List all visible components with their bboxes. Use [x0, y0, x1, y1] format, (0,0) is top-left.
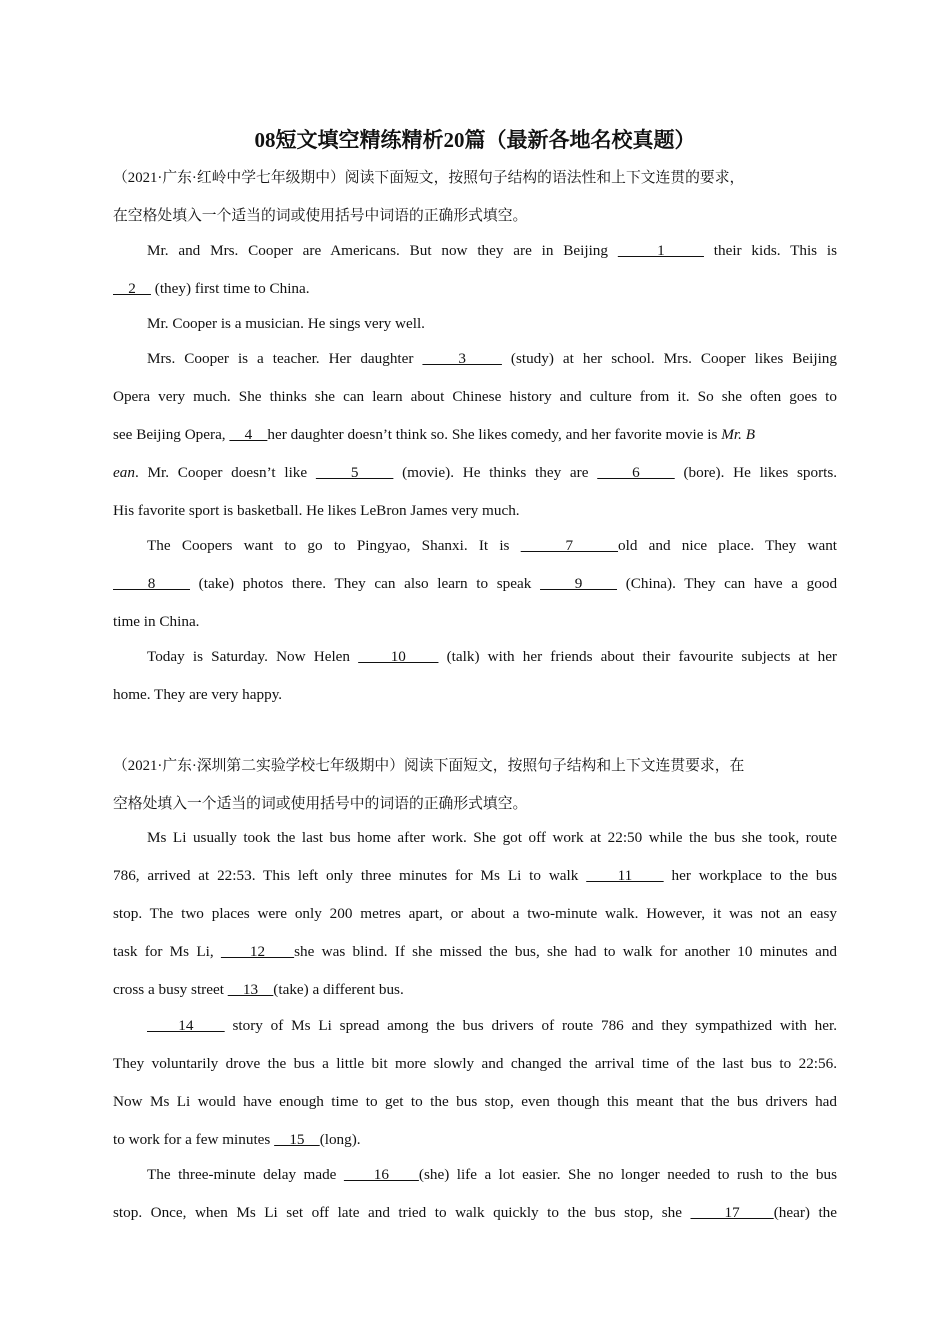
passage1-line4: Mrs. Cooper is a teacher. Her daughter 3 (study) at her school. Mrs. Cooper likes Beijing: [147, 350, 837, 367]
passage1-line1: Mr. and Mrs. Cooper are Americans. But now they are in Beijing 1 their kids. This is: [147, 242, 838, 259]
passage1-line10: 8 (take) photos there. They can also learn to speak 9 (China). They can have a good: [113, 575, 838, 592]
blank-4[interactable]: 4: [229, 426, 268, 443]
blank-13[interactable]: 13: [227, 981, 274, 998]
page-title: 08短文填空精练精析20篇（最新各地名校真题）: [254, 128, 696, 152]
passage2-line4: task for Ms Li, 12 she was blind. If she missed the bus, she had to walk for another 10 minutes and: [113, 943, 838, 960]
blank-10[interactable]: 10: [358, 648, 439, 665]
passage2-line2: 786, arrived at 22:53. This left only three minutes for Ms Li to walk 11 her workplace to the bus: [113, 867, 838, 884]
blank-12[interactable]: 12: [220, 943, 295, 960]
passage2-line11: stop. Once, when Ms Li set off late and tried to walk quickly to the bus stop, she 17 (hear) the: [113, 1204, 838, 1221]
passage1-line9: The Coopers want to go to Pingyao, Shanxi. It is 7 old and nice place. They want: [147, 537, 838, 554]
blank-3[interactable]: 3: [422, 350, 502, 367]
passage2-line6: 14 story of Ms Li spread among the bus drivers of route 786 and they sympathized with her.: [147, 1017, 838, 1034]
passage2-line10: The three-minute delay made 16 (she) life a lot easier. She no longer needed to rush to the bus: [147, 1166, 838, 1183]
blank-6[interactable]: 6: [597, 464, 675, 481]
passage2-line1: Ms Li usually took the last bus home after work. She got off work at 22:50 while the bus she took, route: [147, 829, 837, 846]
passage1-line2: 2 (they) first time to China.: [113, 280, 310, 297]
blank-14[interactable]: 14: [147, 1017, 225, 1034]
blank-1[interactable]: 1: [617, 242, 704, 259]
passage1-line6: see Beijing Opera, 4 her daughter doesn’t think so. She likes comedy, and her favorite movie is Mr. B: [113, 426, 755, 443]
blank-8[interactable]: 8: [113, 575, 190, 592]
passage2-line9: to work for a few minutes 15 (long).: [113, 1131, 361, 1148]
passage1-line7: ean. Mr. Cooper doesn’t like 5 (movie). He thinks they are 6 (bore). He likes sports.: [113, 464, 838, 481]
blank-9[interactable]: 9: [540, 575, 618, 592]
passage2-line5: cross a busy street 13 (take) a different bus.: [113, 981, 404, 998]
passage1-source-line2: 在空格处填入一个适当的词或使用括号中词语的正确形式填空。: [113, 208, 528, 224]
passage1-line12: Today is Saturday. Now Helen 10 (talk) with her friends about their favourite subjects at her: [147, 648, 837, 665]
passage1-line5: Opera very much. She thinks she can learn about Chinese history and culture from it. So she often goes to: [113, 388, 837, 405]
blank-16[interactable]: 16: [343, 1166, 419, 1183]
passage1-line3: Mr. Cooper is a musician. He sings very well.: [147, 315, 425, 332]
blank-11[interactable]: 11: [586, 867, 664, 884]
blank-7[interactable]: 7: [520, 537, 619, 554]
passage1-line13: home. They are very happy.: [113, 686, 283, 703]
passage1-source-line1: （2021·广东·红岭中学七年级期中）阅读下面短文，按照句子结构的语法性和上下文连贯的要求，: [113, 170, 745, 186]
passage2-source-line1: （2021·广东·深圳第二实验学校七年级期中）阅读下面短文，按照句子结构和上下文连贯要求，在: [113, 758, 745, 774]
blank-17[interactable]: 17: [690, 1204, 774, 1221]
blank-2[interactable]: 2: [113, 280, 151, 297]
passage1-line11: time in China.: [113, 613, 200, 630]
passage1-line8: His favorite sport is basketball. He likes LeBron James very much.: [113, 502, 520, 519]
passage2-line7: They voluntarily drove the bus a little bit more slowly and changed the arrival time of the last bus to 22:56.: [113, 1055, 837, 1072]
passage2-line3: stop. The two places were only 200 metres apart, or about a two-minute walk. However, it was not an easy: [113, 905, 837, 922]
blank-5[interactable]: 5: [315, 464, 394, 481]
passage2-source-line2: 空格处填入一个适当的词或使用括号中的词语的正确形式填空。: [113, 796, 528, 812]
passage2-line8: Now Ms Li would have enough time to get to the bus stop, even though this meant that the bus drivers had: [113, 1093, 837, 1110]
blank-15[interactable]: 15: [274, 1131, 320, 1148]
